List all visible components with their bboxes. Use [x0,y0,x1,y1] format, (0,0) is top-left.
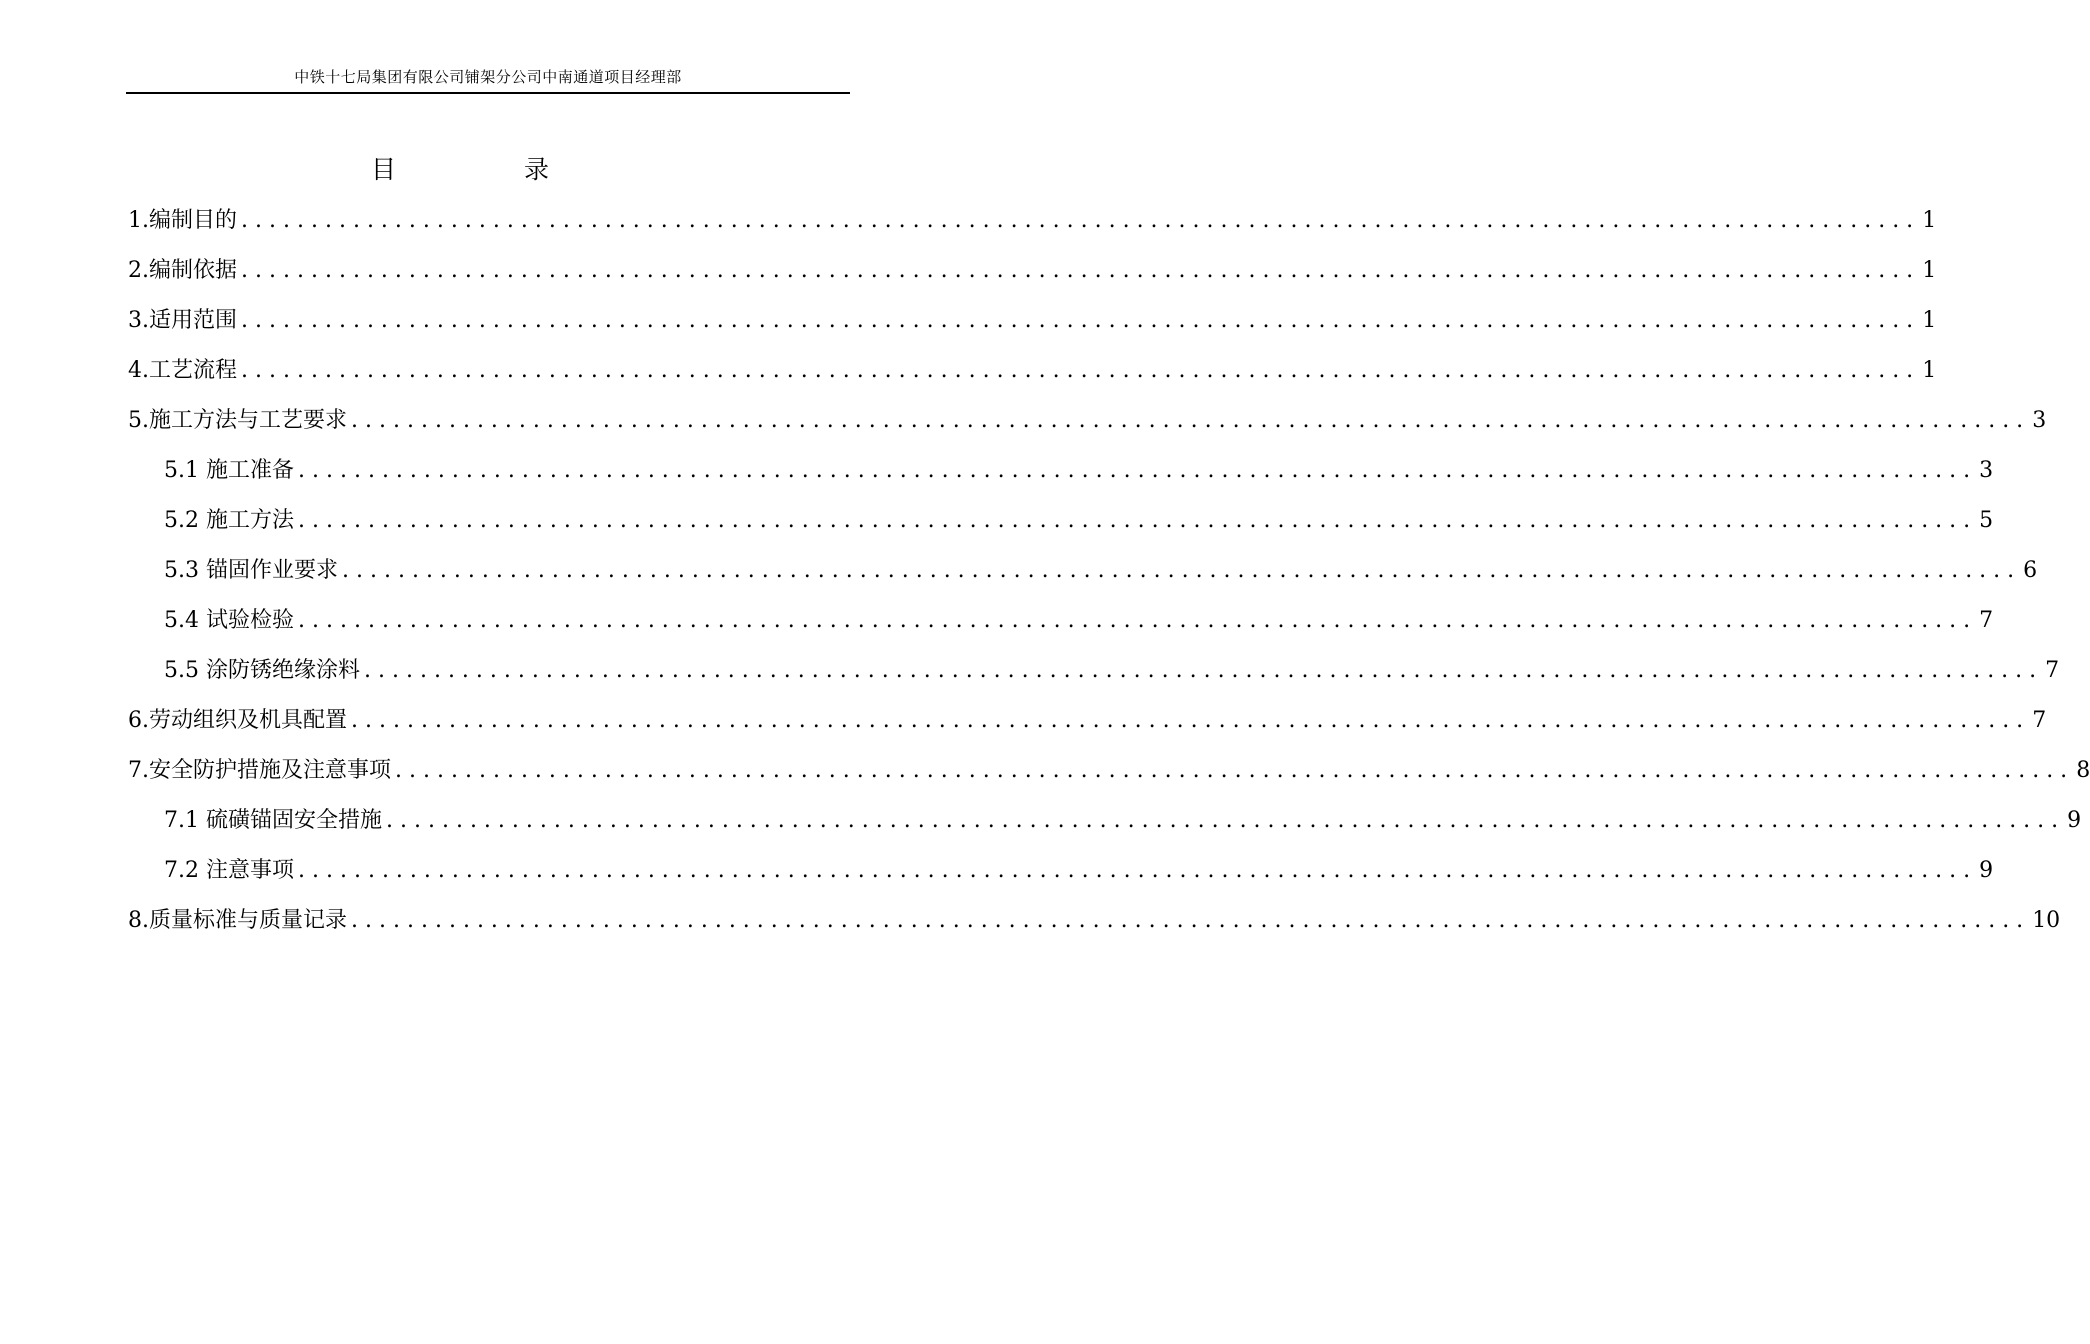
toc-entry[interactable] [128,398,2047,448]
table-of-contents [128,198,2090,948]
toc-entry-page: 9 [2067,808,2082,833]
toc-entry-label: 5.施工方法与工艺要求 [128,408,347,433]
toc-entry-page: 5 [1979,508,1994,533]
toc-entry-page: 9 [1979,858,1994,883]
toc-entry-page: 3 [2032,408,2047,433]
dot-leader: ........................................................................................................................ [241,358,1921,383]
toc-entry-label: 8.质量标准与质量记录 [128,908,347,933]
toc-entry-page: 1 [1922,308,1937,333]
toc-entry-label: 5.1 施工准备 [164,458,294,483]
dot-leader: ........................................................................................................................ [297,508,1978,533]
dot-leader: ........................................................................................................................ [297,608,1978,633]
toc-entry-page: 1 [1922,258,1937,283]
toc-entry[interactable] [128,898,2061,948]
dot-leader: ........................................................................................................................ [351,408,2031,433]
toc-entry-page: 3 [1979,458,1994,483]
toc-entry[interactable] [128,298,1937,348]
dot-leader: ........................................................................................................................ [241,208,1921,233]
dot-leader: ........................................................................................................................ [363,658,2044,683]
dot-leader: ........................................................................................................................ [297,458,1978,483]
toc-title: 目 录 [371,155,609,184]
toc-entry-page: 7 [2032,708,2047,733]
dot-leader: ........................................................................................................................ [241,308,1921,333]
toc-entry[interactable] [128,248,1937,298]
dot-leader: ........................................................................................................................ [341,558,2022,583]
toc-subentry[interactable] [128,598,1994,648]
toc-entry-label: 7.安全防护措施及注意事项 [128,758,391,783]
toc-entry-label: 5.3 锚固作业要求 [164,558,338,583]
dot-leader: ........................................................................................................................ [395,758,2075,783]
toc-entry-label: 7.2 注意事项 [164,858,294,883]
toc-entry-page: 1 [1922,358,1937,383]
toc-entry-label: 5.4 试验检验 [164,608,294,633]
toc-entry[interactable] [128,698,2047,748]
dot-leader: ........................................................................................................................ [385,808,2066,833]
toc-subentry[interactable] [128,548,2038,598]
toc-entry-label: 7.1 硫磺锚固安全措施 [164,808,382,833]
toc-entry-page: 7 [1979,608,1994,633]
toc-entry-page: 1 [1922,208,1937,233]
toc-entry-label: 4.工艺流程 [128,358,237,383]
dot-leader: ........................................................................................................................ [241,258,1921,283]
page-header [126,64,850,94]
dot-leader: ........................................................................................................................ [351,908,2031,933]
toc-subentry[interactable] [128,648,2060,698]
toc-entry-page: 10 [2032,908,2061,933]
toc-subentry[interactable] [128,798,2082,848]
toc-entry-page: 8 [2076,758,2090,783]
toc-entry-label: 1.编制目的 [128,208,237,233]
toc-entry-label: 6.劳动组织及机具配置 [128,708,347,733]
toc-entry-label: 5.5 涂防锈绝缘涂料 [164,658,360,683]
toc-subentry[interactable] [128,448,1994,498]
toc-entry-page: 6 [2023,558,2038,583]
toc-subentry[interactable] [128,848,1994,898]
dot-leader: ........................................................................................................................ [351,708,2031,733]
toc-entry[interactable] [128,348,1937,398]
dot-leader: ........................................................................................................................ [297,858,1978,883]
header-text: 中铁十七局集团有限公司铺架分公司中南通道项目经理部 [294,68,682,86]
toc-entry-page: 7 [2045,658,2060,683]
toc-subentry[interactable] [128,498,1994,548]
toc-entry[interactable] [128,198,1937,248]
toc-entry-label: 3.适用范围 [128,308,237,333]
toc-entry-label: 2.编制依据 [128,258,237,283]
toc-entry[interactable] [128,748,2090,798]
toc-entry-label: 5.2 施工方法 [164,508,294,533]
